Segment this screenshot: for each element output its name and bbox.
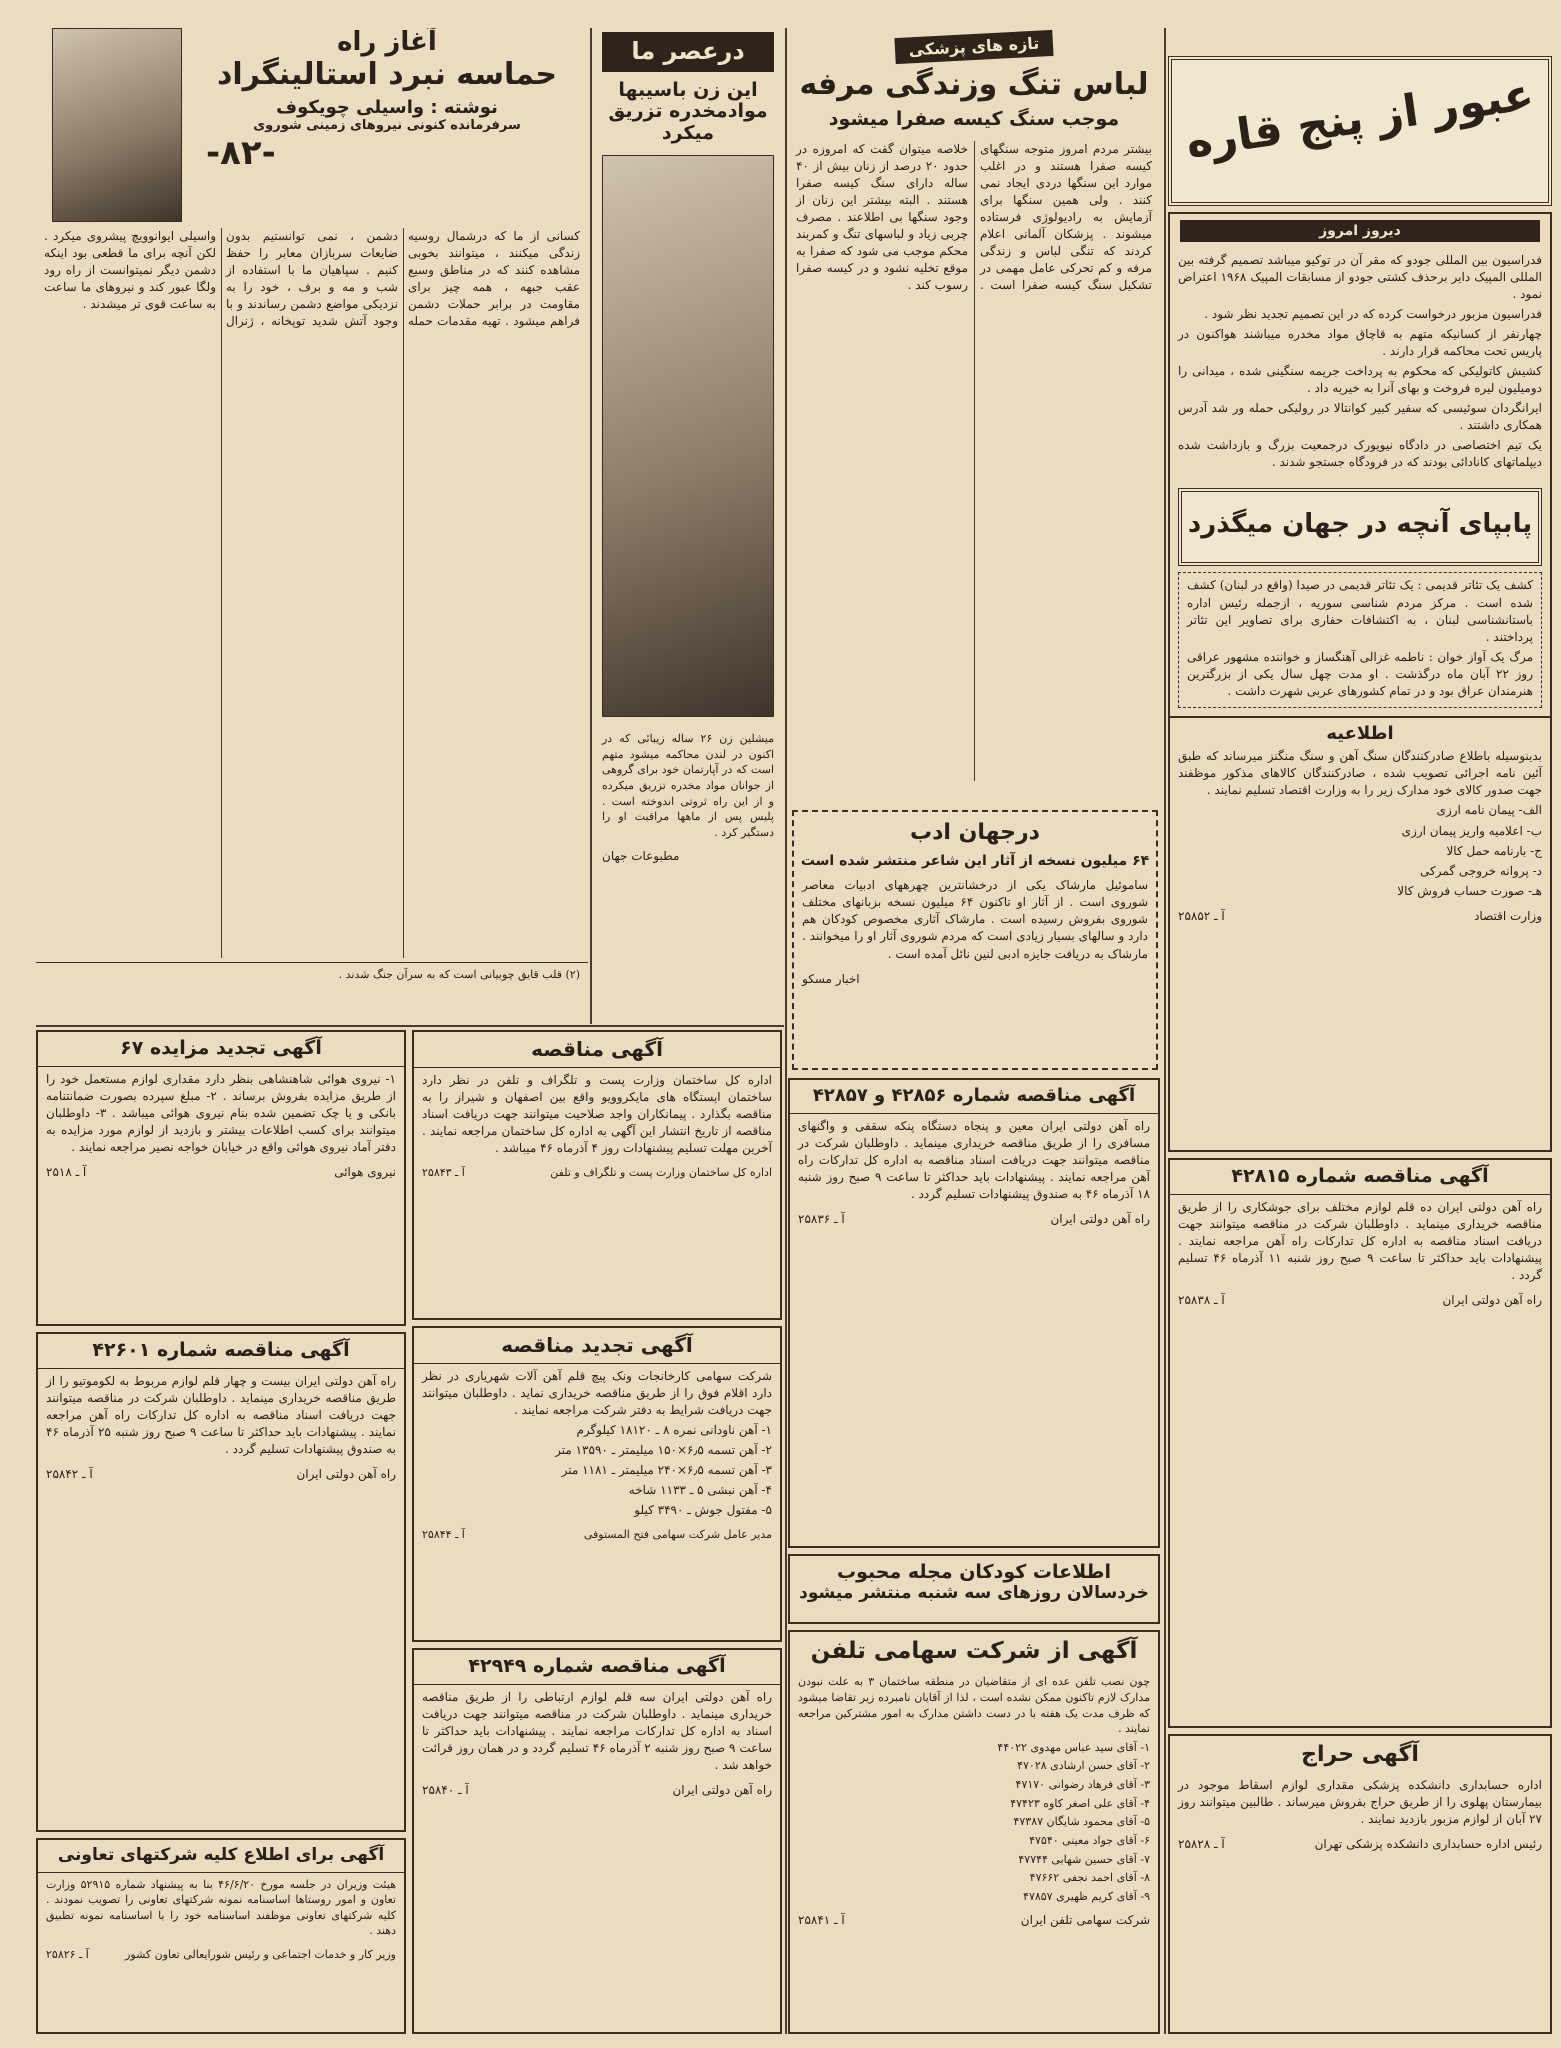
cooperatives-title: آگهی برای اطلاع کلیه شرکتهای تعاونی bbox=[38, 1840, 404, 1873]
children-magazine-subtitle: خردسالان روزهای سه شنبه منتشر میشود bbox=[799, 1582, 1149, 1603]
tender-renewal-item: ۲- آهن تسمه ۶٫۵×۱۵۰ میلیمتر ـ ۱۳۵۹۰ متر bbox=[555, 1443, 772, 1458]
series-title: آغاز راه bbox=[337, 28, 437, 57]
hospital-auction-title: آگهی حراج bbox=[1301, 1742, 1419, 1767]
tender-42949-code: آ ـ ۲۵۸۴۰ bbox=[422, 1783, 469, 1797]
tender-4815-signer: راه آهن دولتی ایران bbox=[1442, 1293, 1542, 1307]
cooperatives-box bbox=[36, 1838, 406, 2034]
tender-4856-box bbox=[788, 1078, 1160, 1548]
phone-entry: ۳- آقای فرهاد رضوانی ۴۷۱۷۰ bbox=[1015, 1778, 1150, 1792]
tender-renewal-item: ۵- مفتول جوش ـ ۳۴۹۰ کیلو bbox=[634, 1503, 772, 1518]
tender-4815-box bbox=[1168, 1158, 1552, 1728]
tender-4856-signer: راه آهن دولتی ایران bbox=[1050, 1211, 1150, 1226]
series-episode: -۸۲- bbox=[206, 133, 276, 174]
hospital-auction-code: آ ـ ۲۵۸۲۸ bbox=[1178, 1837, 1225, 1852]
phone-entry: ۶- آقای جواد معینی ۴۷۵۴۰ bbox=[1029, 1833, 1150, 1847]
phone-company-intro: چون نصب تلفن عده ای از متقاضیان در منطقه ساختمان ۳ به علت نبودن مدارک لازم تاکنون ممکن نشده است ، لذا از آقایان نامبرده زیر تقاضا میشود که ظرف مدت یک هفته با در دست داشتن مدارک به امور مشترکین مراجعه نمایند . bbox=[798, 1675, 1151, 1736]
economy-notice-text: بدینوسیله باطلاع صادرکنندگان سنگ آهن و سنگ منگنز میرساند که طبق آئین نامه اجرائی تصویب شده ، صادرکنندگان کالاهای مذکور موظفند جهت صدور کالای خود مدارک زیر را به وزارت اقتصاد تسلیم نمایند . bbox=[1178, 749, 1542, 798]
stalingrad-note: (۲) قلب قایق چوبیانی است که به سرآن جنگ شدند . bbox=[338, 968, 580, 981]
world-corner-title: درعصر ما bbox=[602, 32, 774, 72]
continent-item: فدراسیون مزبور درخواست کرده که در این تصمیم تجدید نظر شود . bbox=[1204, 307, 1542, 322]
continent-item: یک تیم اختصاصی در دادگاه نیویورک درجمعیت بزرگ و بازداشت شده دیپلماتهای کانادائی بودند که در فرودگاه جستجو شدند . bbox=[1178, 438, 1542, 470]
auction-67-box bbox=[36, 1030, 406, 1326]
tender-renewal-box bbox=[412, 1326, 782, 1642]
phone-company-title: آگهی از شرکت سهامی تلفن bbox=[810, 1638, 1138, 1664]
continent-item: فدراسیون بین المللی جودو که مقر آن در توکیو میباشد تصمیم گرفته بین المللی المپیک دایر برحذف کشتی جودو از مسابقات المپیک ۱۹۶۸ اعتراض نمود . bbox=[1178, 253, 1542, 302]
phone-entry: ۱- آقای سید عباس مهدوی ۴۴۰۲۲ bbox=[997, 1740, 1150, 1754]
phone-entry: ۴- آقای علی اصغر کاوه ۴۷۴۲۳ bbox=[1010, 1796, 1150, 1810]
economy-item: د- پروانه خروجی گمرکی bbox=[1420, 863, 1542, 878]
column-rule bbox=[1164, 28, 1166, 2034]
world-steps-banner bbox=[1178, 488, 1542, 566]
tender-42949-text: راه آهن دولتی ایران سه قلم لوازم ارتباطی را از طریق مناقصه خریداری مینماید . داوطلبان شرکت در مناقصه میتوانند جهت دریافت اسناد به اداره کل تدارکات مراجعه نمایند . پیشنهادات باید حداکثر تا ساعت ۹ صبح روز شنبه ۲ آذرماه ۴۶ تسلیم گردد و در همان روز قرائت خواهد شد . bbox=[422, 1689, 773, 1772]
medical-label: تازه های پزشکی bbox=[894, 30, 1053, 65]
tender-renewal-code: آ ـ ۲۵۸۴۴ bbox=[422, 1528, 465, 1542]
medical-headline: لباس تنگ وزندگی مرفه bbox=[799, 67, 1149, 103]
tender-ptt-title: آگهی مناقصه bbox=[414, 1032, 780, 1068]
tender-42949-signer: راه آهن دولتی ایران bbox=[672, 1783, 772, 1797]
five-continents-box bbox=[1168, 56, 1552, 206]
column-rule bbox=[590, 28, 592, 1024]
children-magazine-box bbox=[788, 1554, 1160, 1624]
tender-renewal-item: ۴- آهن نبشی ۵ ـ ۱۱۳۳ شاخه bbox=[628, 1483, 772, 1498]
chuikov-portrait bbox=[52, 28, 182, 222]
phone-company-signer: شرکت سهامی تلفن ایران bbox=[1020, 1913, 1150, 1928]
economy-notice-title: اطلاعیه bbox=[1170, 716, 1550, 745]
tender-4815-code: آ ـ ۲۵۸۳۸ bbox=[1178, 1293, 1225, 1307]
world-corner-source: مطبوعات جهان bbox=[602, 849, 680, 864]
tender-renewal-item: ۳- آهن تسمه ۶٫۵×۲۴۰ میلیمتر ـ ۱۱۸۱ متر bbox=[561, 1463, 772, 1478]
tender-renewal-title: آگهی تجدید مناقصه bbox=[414, 1328, 780, 1364]
tender-renewal-signer: مدیر عامل شرکت سهامی فتح المستوفی bbox=[583, 1528, 772, 1542]
tender-42601-text: راه آهن دولتی ایران بیست و چهار قلم لوازم مربوط به لکوموتیو را از طریق مناقصه خریداری مینماید . داوطلبان شرکت در مناقصه میتوانند جهت دریافت اسناد مناقصه به اداره کل تدارکات راه آهن مراجعه نمایند . پیشنهادات باید حداکثر تا ساعت ۹ صبح روز شنبه ۲۵ آذرماه ۴۶ به صندوق پیشنهادات تسلیم گردد . bbox=[46, 1373, 396, 1456]
stalingrad-body bbox=[36, 224, 588, 1004]
series-subtitle: حماسه نبرد استالینگراد bbox=[217, 56, 557, 92]
medical-text: بیشتر مردم امروز متوجه سنگهای کیسه صفرا هستند و در اغلب موارد این سنگها دردی ایجاد نمی کنند . ولی همین سنگها برای آزمایش به رادیولوژی فرستاده میشوند . پزشکان آلمانی اعلام کردند که تنگی لباس و زندگی مرفه و کم تحرکی عامل مهمی در تشکیل سنگ کیسه صفرا است . خلاصه میتوان گفت که امروزه در حدود ۲۰ درصد از زنان بیش از ۴۰ ساله دارای سنگ کیسه صفرا هستند . البته بیشتر این زنان از وجود سنگها بی اطلاعند . مصرف چربی زیاد و لباسهای تنگ و کمربند محکم موجب می شود که صفرا به موقع تخلیه نشود و در کیسه صفرا رسوب کند . bbox=[796, 141, 1152, 292]
stalingrad-header bbox=[186, 28, 588, 220]
continent-item: کشیش کاتولیکی که محکوم به پرداخت جریمه سنگینی شده ، میدانی را دومیلیون لیره فروخت و بهای آنرا به خیریه داد . bbox=[1178, 364, 1542, 396]
five-continents-title: عبور از پنج قاره bbox=[1182, 68, 1537, 169]
phone-company-box bbox=[788, 1630, 1160, 2034]
horizontal-rule bbox=[36, 1025, 784, 1027]
tender-renewal-item: ۱- آهن ناودانی نمره ۸ ـ ۱۸۱۲۰ کیلوگرم bbox=[576, 1423, 772, 1438]
tender-4856-text: راه آهن دولتی ایران معین و پنجاه دستگاه پنکه سقفی و واگنهای مسافری را از طریق مناقصه خریداری مینماید . داوطلبان شرکت در مناقصه میتوانند جهت دریافت اسناد مناقصه به اداره کل تدارکات راه آهن مراجعه نمایند . پیشنهادات باید حداکثر تا ساعت ۹ صبح روز شنبه ۱۸ آذرماه ۴۶ به صندوق پیشنهادات تسلیم گردد . bbox=[798, 1118, 1150, 1201]
phone-entry: ۲- آقای حسن ارشادی ۴۷۰۲۸ bbox=[1017, 1759, 1150, 1773]
cooperatives-text: هیئت وزیران در جلسه مورخ ۴۶/۶/۲۰ بنا به پیشنهاد شماره ۵۲۹۱۵ وزارت تعاون و امور روستاها اساسنامه نمونه شرکتهای تعاونی را تصویب نمودند . کلیه شرکتهای تعاونی موظفند اساسنامه خود را با اساسنامه نمونه تطبیق دهند . bbox=[46, 1877, 396, 1938]
economy-signer: وزارت اقتصاد bbox=[1474, 908, 1542, 923]
woman-photo bbox=[602, 155, 774, 717]
literature-title: درجهان ادب bbox=[910, 820, 1040, 845]
phone-entry: ۷- آقای حسین شهابی ۴۷۷۴۴ bbox=[1018, 1852, 1150, 1866]
hospital-auction-text: اداره حسابداری دانشکده پزشکی مقداری لوازم اسقاط موجود در بیمارستان پهلوی را از طریق حراج بفروش میرساند . طالبین میتوانند روز ۲۷ آبان از لوازم مزبور بازدید نمایند . bbox=[1178, 1778, 1542, 1827]
cooperatives-code: آ ـ ۲۵۸۲۶ bbox=[46, 1947, 89, 1961]
tender-renewal-text: شرکت سهامی کارخانجات ونک پیچ قلم آهن آلات شهریاری در نظر دارد اقلام فوق را از طریق مناقصه خریداری نماید . داوطلبان میتوانند جهت دریافت شرایط به دفتر شرکت مراجعه نمایند . bbox=[422, 1369, 772, 1418]
tender-42949-box bbox=[412, 1648, 782, 2034]
auction-67-code: آ ـ ۲۵۱۸ bbox=[46, 1165, 87, 1179]
literature-text: ساموئیل مارشاک یکی از درخشانترین چهرههای ادبیات معاصر شوروی است . از آثار او تاکنون ۶۴ میلیون نسخه بزبانهای مختلف شوروی بفروش رسیده است . مارشاک آثاری مخصوص کودکان هم دارد و سالهای بسیار زیادی است که مردم شوروی آثار او را میخوانند . مارشاک به دریافت جایزه ادبی لنین نائل آمده است . bbox=[802, 878, 1148, 961]
tender-4856-code: آ ـ ۲۵۸۳۶ bbox=[798, 1211, 845, 1226]
stalingrad-text: کسانی از ما که درشمال روسیه زندگی میکنند ، میتوانند بخوبی مشاهده کنند که در مناطق وسیع عقب جبهه ، همه چیز برای مقاومت در برابر حملات دشمن فراهم میشود . تهیه مقدمات حمله دشمن ، نمی توانستیم بدون ضایعات سربازان معابر را حفظ کنیم . سپاهیان ما با استفاده از شب و مه و برف ، خود را به نزدیکی مواضع دشمن رساندند و با وجود آتش شدید توپخانه ، ژنرال واسیلی ایوانوویچ پیشروی میکرد . لکن آنچه برای ما قطعی بود اینکه دشمن دیگر نمیتوانست از راه رود ولگا عبور کند و نیروهای ما ساعت به ساعت قوی تر میشدند . bbox=[44, 229, 580, 329]
economy-code: آ ـ ۲۵۸۵۲ bbox=[1178, 908, 1225, 923]
world-step-item: مرگ یک آواز خوان : ناطمه غزالی آهنگساز و خواننده مشهور عراقی روز ۲۲ آبان ماه درگذشت . او مدت چهل سال یکی از بزرگترین هنرمندان عراق بود و در تمام کشورهای عربی شهرت داشت . bbox=[1187, 649, 1533, 698]
tender-4856-title: آگهی مناقصه شماره ۴۲۸۵۶ و ۴۲۸۵۷ bbox=[790, 1080, 1158, 1114]
tender-ptt-signer: اداره کل ساختمان وزارت پست و تلگراف و تلفن bbox=[550, 1166, 772, 1180]
tender-ptt-box bbox=[412, 1030, 782, 1320]
tender-42949-title: آگهی مناقصه شماره ۴۲۹۴۹ bbox=[414, 1650, 780, 1685]
tender-42601-signer: راه آهن دولتی ایران bbox=[296, 1467, 396, 1481]
tender-42601-title: آگهی مناقصه شماره ۴۲۶۰۱ bbox=[38, 1334, 404, 1369]
phone-entry: ۸- آقای احمد نجفی ۴۷۶۶۲ bbox=[1029, 1871, 1150, 1885]
continent-item: چهارنفر از کسانیکه متهم به قاچاق مواد مخدره میباشند هواکنون در پاریس تحت محاکمه قرار دارند . bbox=[1178, 327, 1542, 359]
phone-entry: ۹- آقای کریم ظهیری ۴۷۸۵۷ bbox=[1023, 1889, 1150, 1903]
tender-4815-title: آگهی مناقصه شماره ۴۲۸۱۵ bbox=[1170, 1160, 1550, 1195]
world-corner-headline: این زن باسیبها موادمخدره تزریق میکرد bbox=[608, 78, 768, 145]
tender-4815-text: راه آهن دولتی ایران ده قلم لوازم مختلف برای جوشکاری را از طریق مناقصه خریداری مینماید . داوطلبان شرکت در مناقصه میتوانند جهت دریافت اسناد مناقصه به اداره کل تدارکات راه آهن مراجعه نمایند . پیشنهادات باید حداکثر تا ساعت ۹ صبح روز شنبه ۱۱ آذرماه ۴۶ تسلیم گردد . bbox=[1178, 1199, 1542, 1282]
literature-headline: ۶۴ میلیون نسخه از آثار این شاعر منتشر شده است bbox=[800, 853, 1150, 870]
cooperatives-signer: وزیر کار و خدمات اجتماعی و رئیس شورایعالی تعاون کشور bbox=[125, 1947, 396, 1961]
hospital-auction-box bbox=[1168, 1734, 1552, 2034]
column-rule bbox=[785, 28, 787, 2034]
economy-item: ب- اعلامیه واریز پیمان ارزی bbox=[1401, 823, 1542, 838]
phone-entry: ۵- آقای محمود شایگان ۴۷۳۸۷ bbox=[1013, 1815, 1150, 1829]
economy-item: ج- بارنامه حمل کالا bbox=[1446, 843, 1542, 858]
world-corner-column bbox=[594, 28, 782, 1028]
children-magazine-title: اطلاعات کودکان مجله محبوب bbox=[837, 1561, 1111, 1583]
world-corner-caption: میشلین زن ۲۶ ساله زیبائی که در اکنون در لندن محاکمه میشود متهم است که در آپارتمان خود برای گروهی از جوانان مواد مخدره تزریق میکرده و از این راه ثروتی اندوخته است . پلیس پس از ماهها مراقبت او را دستگیر کرد . bbox=[602, 732, 774, 839]
literature-box bbox=[792, 810, 1158, 1070]
tender-ptt-code: آ ـ ۲۵۸۴۳ bbox=[422, 1166, 465, 1180]
economy-item: الف- پیمان نامه ارزی bbox=[1436, 803, 1542, 818]
continent-item: ایرانگردان سوئیسی که سفیر کبیر کوانتالا در رولیکی حمله ور شد آدرس همکاری داشتند . bbox=[1178, 401, 1542, 433]
hospital-auction-signer: رئیس اداره حسابداری دانشکده پزشکی تهران bbox=[1314, 1837, 1542, 1852]
five-continents-section: دیروز امروز bbox=[1180, 220, 1540, 242]
series-author-role: سرفرمانده کنونی نیروهای زمینی شوروی bbox=[253, 118, 521, 134]
tender-ptt-text: اداره کل ساختمان وزارت پست و تلگراف و تلفن در نظر دارد ساختمان ایستگاه های مایکروویو واقع بین اصفهان و شیراز را به مناقصه بگذارد . پیمانکاران واجد صلاحیت میتوانند جهت دریافت اسناد مناقصه از تاریخ انتشار این آگهی به اداره کل ساختمان مراجعه نمایند . آخرین مهلت تسلیم پیشنهادات روز ۴ آذرماه ۴۶ میباشد . bbox=[422, 1073, 772, 1156]
auction-67-title: آگهی تجدید مزایده ۶۷ bbox=[38, 1032, 404, 1067]
literature-source: اخبار مسکو bbox=[802, 971, 860, 986]
economy-item: هـ- صورت حساب فروش کالا bbox=[1397, 883, 1542, 898]
tender-42601-box bbox=[36, 1332, 406, 1832]
auction-67-text: ۱- نیروی هوائی شاهنشاهی بنظر دارد مقداری لوازم مستعمل خود را از طریق مزایده بفروش برساند . ۲- مبلغ سپرده بصورت ضمانتنامه بانکی و یا چک تضمین شده بنام نیروی هوائی میباشد . ۳- داوطلبان میتوانند برای کسب اطلاعات بیشتر و بازدید از لوازم مورد مزایده به دفتر آماد نیروی هوائی واقع در خیابان خواجه نصیر مراجعه نمایند . bbox=[46, 1071, 396, 1154]
medical-column bbox=[788, 28, 1160, 806]
world-step-item: کشف یک تئاتر قدیمی : یک تئاتر قدیمی در صیدا (واقع در لبنان) کشف شده است . مرکز مردم شناسی سوریه ، ازجمله رئیس اداره باستانشناسی لبنان ، به اکتشافات حفاری برای تصاویر این تئاتر پرداختند . bbox=[1187, 578, 1533, 644]
auction-67-signer: نیروی هوائی bbox=[334, 1165, 396, 1179]
world-steps-title: پابپای آنچه در جهان میگذرد bbox=[1187, 509, 1533, 540]
medical-subhead: موجب سنگ کیسه صفرا میشود bbox=[828, 107, 1120, 130]
tender-42601-code: آ ـ ۲۵۸۴۲ bbox=[46, 1467, 93, 1481]
five-continents-column bbox=[1168, 212, 1552, 1152]
phone-company-code: آ ـ ۲۵۸۴۱ bbox=[798, 1913, 845, 1928]
series-author: نوشته : واسیلی چویکوف bbox=[276, 97, 498, 119]
